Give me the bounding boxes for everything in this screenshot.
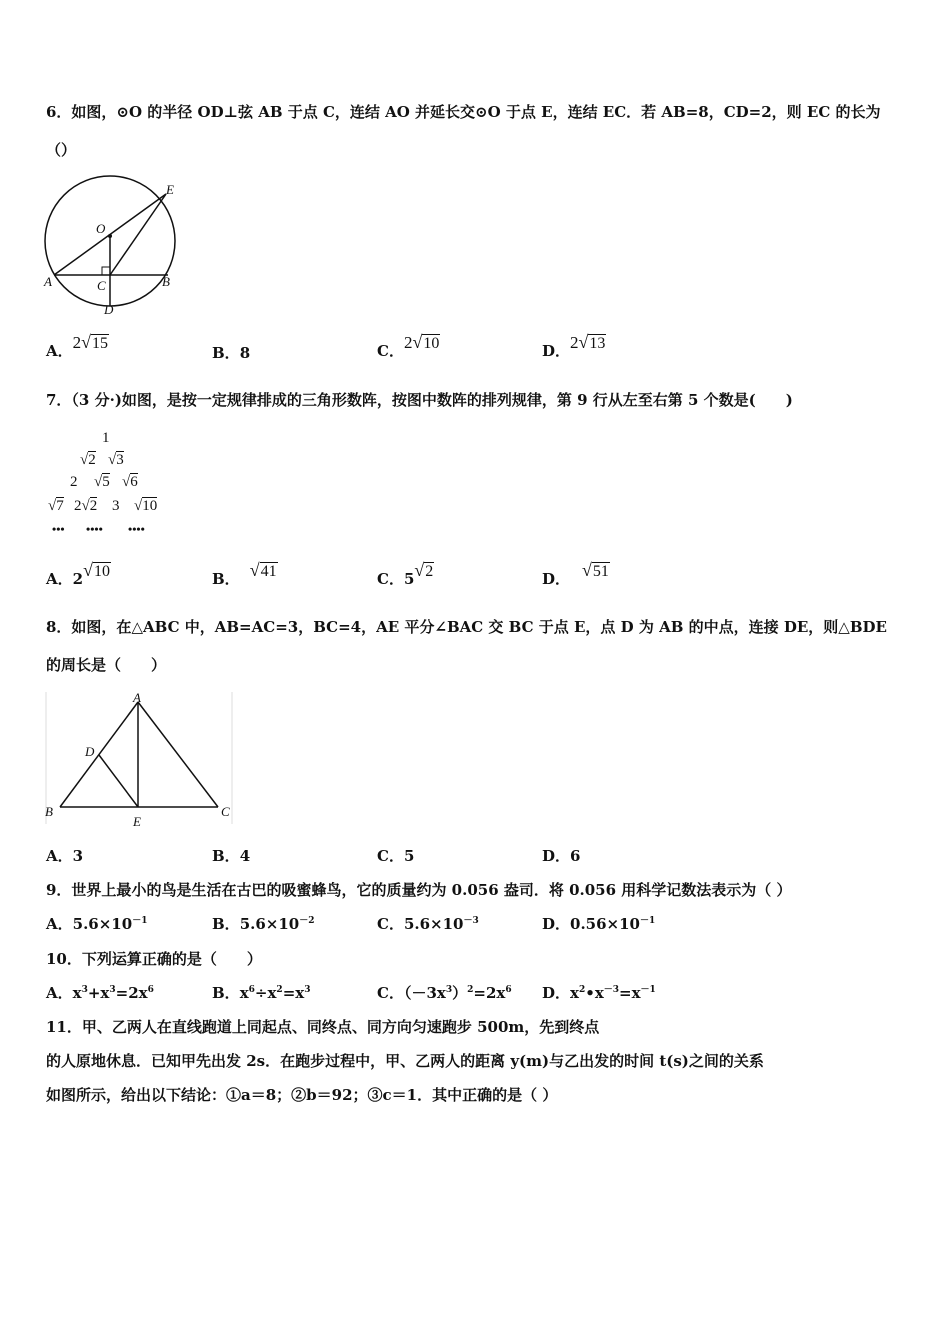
tri-row3-3: √6: [122, 474, 138, 490]
tri-row4-4: √10: [134, 498, 158, 514]
q10-option-b[interactable]: B．$x^6\div x^2=x^3$: [212, 984, 311, 1002]
tri-row2-2: √3: [108, 452, 124, 468]
tri-dots-2: ••••: [86, 522, 103, 536]
label-c: C: [97, 278, 106, 293]
q8-stem-line1: 8．如图，在△ABC 中，AB=AC=3，BC=4，AE 平分∠BAC 交 BC 于点 E，点 D 为 AB 的中点，连接 DE，则△BDE: [46, 618, 887, 636]
q11-stem-line1: 11．甲、乙两人在直线跑道上同起点、同终点、同方向匀速跑步 500m，先到终点: [46, 1018, 600, 1036]
q10-option-a[interactable]: A．$x^3+x^3=2x^6$: [46, 984, 154, 1002]
label-o: O: [96, 221, 106, 236]
q9-option-b[interactable]: B．$5.6\times 10^{-2}$: [212, 915, 315, 933]
q9-option-c[interactable]: C．$5.6\times 10^{-3}$: [377, 915, 479, 933]
tri-row3-1: 2: [70, 474, 78, 490]
label-e: E: [166, 182, 174, 197]
q6-stem-line1: 6．如图，⊙O 的半径 OD⊥弦 AB 于点 C，连结 AO 并延长交⊙O 于点 E，连结 EC．若 AB=8，CD=2，则 EC 的长为: [46, 103, 881, 121]
q6-option-c[interactable]: C．2√10: [377, 332, 440, 360]
label-b: B: [162, 274, 170, 289]
tri-row3-2: √5: [94, 474, 110, 490]
label-e: E: [133, 814, 141, 829]
q6-option-b[interactable]: B．8: [212, 344, 251, 362]
q7-option-a[interactable]: A．2√10: [46, 560, 110, 588]
q11-stem-line3: 如图所示，给出以下结论：①a＝8；②b＝92；③c＝1．其中正确的是（ ）: [46, 1086, 558, 1104]
tri-row2-1: √2: [80, 452, 96, 468]
tri-row4-3: 3: [112, 498, 120, 514]
q8-stem-line2: 的周长是（ ）: [46, 656, 167, 674]
tri-row1: 1: [102, 430, 110, 446]
q7-number-triangle: [46, 428, 176, 543]
label-a: A: [44, 274, 52, 289]
segment-ec: [110, 194, 166, 275]
q10-option-d[interactable]: D．$x^2•x^{-3}=x^{-1}$: [542, 984, 656, 1002]
label-a: A: [133, 690, 141, 705]
tri-row4-1: √7: [48, 498, 64, 514]
q7-stem: 7．（3 分·)如图，是按一定规律排成的三角形数阵，按图中数阵的排列规律，第 9 行从左至右第 5 个数是( ): [46, 391, 793, 409]
q6-stem-line2: （）: [46, 141, 77, 159]
q9-option-d[interactable]: D．$0.56\times 10^{-1}$: [542, 915, 656, 933]
q8-option-a[interactable]: A．3: [46, 847, 84, 865]
side-ac: [138, 702, 218, 807]
q9-stem: 9．世界上最小的鸟是生活在古巴的吸蜜蜂鸟，它的质量约为 0.056 盎司．将 0.056 用科学记数法表示为（ ）: [46, 881, 792, 899]
label-b: B: [45, 804, 53, 819]
q7-option-d[interactable]: D． √51: [542, 560, 609, 588]
q10-stem: 10．下列运算正确的是（ ）: [46, 950, 262, 968]
label-d: D: [104, 302, 114, 317]
right-angle-mark: [102, 267, 110, 275]
tri-dots-3: ••••: [128, 522, 145, 536]
q6-circle-figure: [40, 178, 185, 318]
q7-option-c[interactable]: C．5√2: [377, 560, 434, 588]
label-c: C: [221, 804, 230, 819]
q9-option-a[interactable]: A．$5.6\times 10^{-1}$: [46, 915, 148, 933]
q10-option-c[interactable]: C．$(-3x^3)^2=2x^6$: [377, 984, 512, 1002]
q8-option-d[interactable]: D．6: [542, 847, 581, 865]
q8-option-c[interactable]: C．5: [377, 847, 415, 865]
q8-triangle-figure: [44, 690, 234, 830]
segment-de: [99, 755, 138, 807]
q6-option-a[interactable]: A．2√15: [46, 332, 109, 360]
q8-option-b[interactable]: B．4: [212, 847, 251, 865]
label-d: D: [85, 744, 95, 759]
q11-stem-line2: 的人原地休息．已知甲先出发 2s．在跑步过程中，甲、乙两人的距离 y(m)与乙出发的时间 t(s)之间的关系: [46, 1052, 764, 1070]
q7-option-b[interactable]: B． √41: [212, 560, 277, 588]
tri-row4-2: 2√2: [74, 498, 98, 514]
tri-dots-1: •••: [52, 522, 65, 536]
q6-option-d[interactable]: D．2√13: [542, 332, 606, 360]
